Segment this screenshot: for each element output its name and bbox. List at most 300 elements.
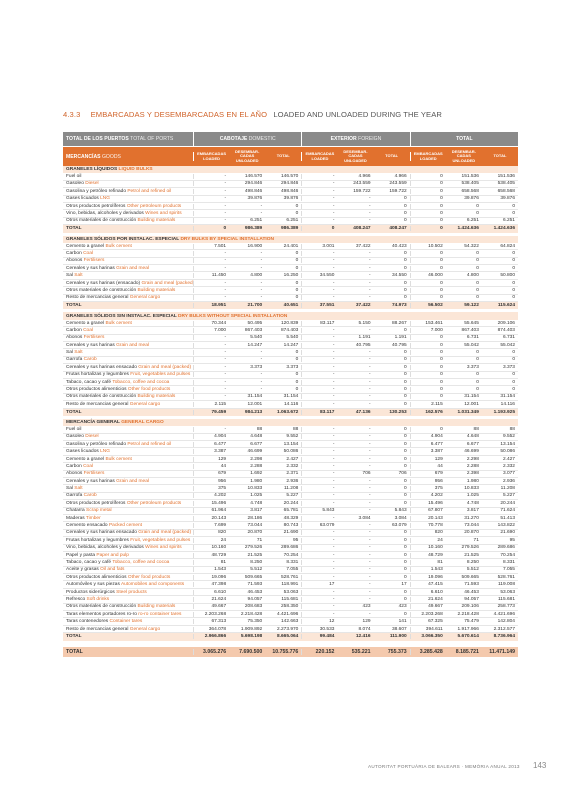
cell-value: 1.980 [250, 478, 263, 484]
cell-value: - [260, 280, 263, 286]
cell-value: - [301, 575, 337, 580]
cell-value: 0 [295, 387, 299, 393]
table-row [63, 335, 518, 342]
table-row [63, 218, 518, 225]
table-row [63, 515, 518, 522]
cell-value: 31.154 [283, 394, 299, 400]
cell-value: 1.191 [394, 335, 407, 341]
row-label-es: Garrofa [66, 493, 83, 499]
row-label-es: Chatarra [66, 508, 85, 514]
cell-value: 11.208 [284, 486, 299, 492]
cell-value: 0 [512, 287, 515, 293]
row-label-en: Wines and spirits [145, 211, 182, 217]
cell-value: 88 [292, 426, 299, 432]
cell-value: - [368, 589, 371, 595]
cell-value: 0 [295, 280, 299, 286]
row-label-en: Tobacco, coffee and cocoa [112, 379, 170, 385]
row-label-es: Otros productos petrolíferos [66, 203, 126, 209]
row-label-es: Vino, bebidas, alcoholes y derivados [66, 545, 144, 551]
row-label-es: Cemento a granel [66, 243, 105, 249]
row-label-es: Gasolina y petróleo refinado [66, 188, 126, 194]
cell-value: 2.203.268 [193, 612, 229, 617]
section-total-row [63, 633, 518, 640]
cell-value: 528.761 [280, 574, 299, 580]
cell-value: - [368, 463, 371, 469]
cell-value: - [193, 174, 229, 179]
cell-value: 0 [295, 287, 299, 293]
row-label-en: Diesel [85, 434, 99, 440]
cell-value: 1.917.966 [457, 626, 479, 632]
row-label-es: Abonos [66, 258, 83, 264]
cell-value: 5.843 [394, 508, 407, 514]
table-row [63, 265, 518, 272]
row-label [63, 471, 193, 476]
cell-value: - [301, 204, 337, 209]
cell-value: - [368, 265, 371, 271]
cell-value: - [193, 189, 229, 194]
cell-value: - [368, 258, 371, 264]
cell-value: 0 [410, 288, 446, 293]
cell-value: - [368, 493, 371, 499]
row-label [63, 394, 193, 399]
cell-value: 706 [362, 471, 371, 477]
cell-value: 4.421.696 [493, 611, 515, 617]
row-label [63, 295, 193, 300]
table-row [63, 372, 518, 379]
cell-value: 8.665.064 [276, 634, 299, 640]
row-label-es: Fuel oil [66, 174, 82, 180]
header-goods: MERCANCÍAS GOODS [66, 153, 121, 160]
cell-value: 39.876 [247, 196, 263, 202]
cell-value: 17 [301, 582, 337, 587]
cell-value: - [368, 196, 371, 202]
cell-value: 528.761 [497, 574, 515, 580]
row-label-es: Garrofa [66, 357, 83, 363]
cell-value: 141 [398, 619, 407, 625]
table-row [63, 181, 518, 188]
subheader-col: EMBARCADAS LOADED [410, 152, 446, 161]
row-label-en: Automobiles and components [120, 582, 185, 588]
cell-value: 21.690 [500, 530, 515, 536]
cell-value: 4.800 [250, 273, 263, 279]
cell-value: 20.143 [410, 516, 446, 521]
cell-value: 0 [295, 372, 299, 378]
cell-value: 20.244 [500, 500, 515, 506]
table-row [63, 196, 518, 203]
row-label-en: Paper and pulp [96, 552, 129, 558]
row-label-es: Carbon [66, 250, 82, 256]
section-label-es: GRANELES SÓLIDOS POR INSTALAC. ESPECIAL [66, 236, 180, 242]
cell-value: 63.079 [391, 523, 407, 529]
row-label-es: Aceite y grasas [66, 567, 99, 573]
section-label-es: GRANELES SÓLIDOS SIN INSTALAC. ESPECIAL [66, 313, 177, 319]
row-label-en: Fertilisers [83, 335, 105, 341]
cell-value: 59.122 [464, 303, 479, 309]
section-number: 4.3.3 [63, 110, 81, 119]
cell-value: 5.670.614 [457, 634, 479, 640]
cell-value: 3.065.276 [193, 649, 229, 655]
cell-value: 0 [410, 357, 446, 362]
cell-value: 0 [403, 350, 407, 356]
cell-value: 30.533 [301, 627, 337, 632]
cell-value: 12 [301, 619, 337, 624]
cell-value: - [301, 365, 337, 370]
table-row [63, 386, 518, 393]
table-row [63, 500, 518, 507]
cell-value: 115.681 [281, 596, 299, 602]
subheader-col: DESEMBAR-CADAS UNLOADED [343, 148, 368, 163]
cell-value: 20.143 [193, 516, 229, 521]
cell-value: 50.086 [283, 449, 299, 455]
row-label-es: Otros productos alimenticios [66, 574, 127, 580]
cell-value: 7.699 [193, 523, 229, 528]
cell-value: - [301, 350, 337, 355]
row-label [63, 553, 193, 558]
row-label-en: Grain and meal (packed) [138, 530, 192, 536]
cell-value: 0 [403, 545, 407, 551]
table-row [63, 173, 518, 180]
cell-value: - [368, 372, 371, 378]
table-row [63, 581, 518, 588]
row-label-en: General cargo [129, 401, 161, 407]
cell-value: - [301, 434, 337, 439]
table-row [63, 320, 518, 327]
cell-value: 71.593 [247, 582, 263, 588]
row-label-es: Cereales y sus harinas [66, 342, 115, 348]
cell-value: 0 [476, 203, 479, 209]
cell-value: 755.373 [387, 648, 407, 655]
cell-value: 6.251 [250, 218, 263, 224]
cell-value: 7.690.500 [239, 648, 263, 655]
row-label-es: Otros materiales de construcción [66, 394, 137, 400]
cell-value: 46.000 [410, 273, 446, 278]
row-label-es: Gasoleo [66, 181, 84, 187]
cell-value: 3.817 [250, 508, 263, 514]
row-label-es: Resto de mercancias general [66, 295, 129, 301]
cell-value: 31.154 [500, 394, 515, 400]
cell-value: 14.247 [283, 342, 299, 348]
cell-value: 408.247 [353, 226, 371, 232]
table-row [63, 364, 518, 371]
cell-value: 34.550 [391, 273, 407, 279]
cell-value: 4.421.696 [276, 611, 299, 617]
cell-value: 11.471.149 [489, 648, 515, 655]
row-label-es: Frutas hortalizas y legumbres [66, 537, 129, 543]
row-label-es: Sal [66, 486, 73, 492]
row-label [63, 266, 193, 271]
cell-value: 130.253 [389, 409, 407, 415]
cell-value: 394.611 [410, 627, 446, 632]
cell-value: 0 [512, 387, 515, 393]
cell-value: - [301, 479, 337, 484]
cell-value: 159.722 [353, 188, 371, 194]
cell-value: - [301, 560, 337, 565]
cell-value: 129 [410, 457, 446, 462]
cell-value: 14.247 [247, 342, 263, 348]
cell-value: - [368, 486, 371, 492]
row-label-en: Container tares [109, 619, 143, 625]
row-label [63, 538, 193, 543]
cell-value: 12.416 [355, 634, 371, 640]
table-row [63, 478, 518, 485]
cell-value: - [301, 604, 337, 609]
cell-value: 10.160 [410, 545, 446, 550]
cell-value: - [301, 597, 337, 602]
cell-value: 0 [403, 434, 407, 440]
cell-value: - [301, 380, 337, 385]
cell-value: 0 [410, 174, 446, 179]
cell-value: 4.648 [250, 434, 263, 440]
row-label [63, 365, 193, 370]
row-label [63, 597, 193, 602]
row-label-en: Coal [83, 250, 93, 256]
cell-value: 243.559 [389, 181, 407, 187]
cell-value: 3.084 [358, 515, 371, 521]
table-row [63, 272, 518, 279]
row-label [63, 604, 193, 609]
cell-value: 0 [403, 530, 407, 536]
cell-value: 2.966.866 [193, 634, 229, 639]
cell-value: 0 [295, 357, 299, 363]
cell-value: 3.285.428 [410, 649, 446, 655]
cell-value: 3.387 [193, 449, 229, 454]
row-label [63, 427, 193, 432]
cell-value: 0 [403, 486, 407, 492]
cell-value: 0 [403, 596, 407, 602]
cell-value: 0 [410, 266, 446, 271]
cell-value: 46.699 [464, 449, 479, 455]
cell-value: 70.254 [283, 552, 299, 558]
row-label-es: Frutas hortalizas y legumbres [66, 372, 129, 378]
cell-value: 0 [512, 379, 515, 385]
header-exterior: EXTERIOR FOREIGN [301, 132, 409, 146]
cell-value: 65.781 [283, 508, 299, 514]
row-label-es: Cemento ensacado [66, 523, 108, 529]
cell-value: 55.645 [464, 320, 479, 326]
cell-value: 10.833 [464, 486, 479, 492]
cell-value: 375 [193, 486, 229, 491]
row-label-es: Sal [66, 273, 73, 279]
row-label-es: Carbon [66, 463, 82, 469]
cell-value: 679 [193, 471, 229, 476]
cell-value: 70.254 [500, 552, 515, 558]
cell-value: - [301, 493, 337, 498]
cell-value: 11.450 [193, 273, 229, 278]
row-label-es: Carbon [66, 327, 82, 333]
cell-value: 75.479 [464, 619, 479, 625]
cell-value: - [368, 545, 371, 551]
cell-value: 73.044 [247, 523, 263, 529]
cell-value: - [301, 288, 337, 293]
cell-value: 0 [410, 394, 446, 399]
cell-value: 658.568 [461, 188, 479, 194]
cell-value: 34.550 [301, 273, 337, 278]
cell-value: 48.329 [283, 515, 299, 521]
total-label: TOTAL [66, 226, 82, 232]
subheader-col: TOTAL [493, 153, 507, 159]
table-row [63, 295, 518, 302]
cell-value: 8.331 [502, 560, 515, 565]
cell-value: 0 [403, 258, 407, 264]
cell-value: 1.191 [358, 335, 371, 341]
cell-value: - [301, 442, 337, 447]
table-row [63, 493, 518, 500]
table-row [63, 559, 518, 566]
cell-value: 289.686 [497, 545, 515, 551]
cell-value: - [193, 335, 229, 340]
table-row [63, 426, 518, 433]
cell-value: 118.991 [281, 582, 299, 588]
row-label-es: Productos siderúrgicos [66, 589, 115, 595]
cell-value: 19.096 [193, 575, 229, 580]
row-label-es: Cereales y sus harinas (ensacado) [66, 280, 141, 286]
cell-value: 0 [410, 189, 446, 194]
row-label-en: Grain and meal [116, 265, 149, 271]
cell-value: 37.422 [355, 243, 371, 249]
cell-value: 1.424.636 [457, 226, 479, 232]
cell-value: 0 [403, 449, 407, 455]
row-label-en: Fertilisers [83, 471, 105, 477]
cell-value: 0 [410, 387, 446, 392]
cell-value: 6.677 [250, 441, 263, 447]
cell-value: 75.350 [247, 619, 263, 625]
cell-value: 18.951 [193, 303, 229, 308]
cell-value: 2.398 [466, 471, 479, 477]
section-label-en: LIQUID BULKS [118, 167, 153, 173]
cell-value: 81 [193, 560, 229, 565]
cell-value: 4.800 [466, 273, 479, 279]
cell-value: 8.736.964 [493, 634, 515, 640]
cell-value: 0 [403, 387, 407, 393]
section-header [63, 419, 518, 426]
cell-value: 16.900 [247, 243, 263, 249]
cell-value: - [301, 218, 337, 223]
cell-value: - [193, 372, 229, 377]
cell-value: 48.729 [193, 553, 229, 558]
cell-value: 0 [476, 250, 479, 256]
cell-value: 40.795 [355, 342, 371, 348]
row-label-en: Fruit, vegetables and pulses [130, 537, 191, 543]
cell-value: 56.502 [410, 303, 446, 308]
cell-value: - [368, 218, 371, 224]
cell-value: 31.154 [464, 394, 479, 400]
cell-value: 956 [193, 479, 229, 484]
cell-value: - [193, 288, 229, 293]
cell-value: 0 [403, 463, 407, 469]
cell-value: - [301, 251, 337, 256]
cell-value: 498.846 [244, 188, 263, 194]
cell-value: - [368, 394, 371, 400]
row-label-en: General cargo [129, 626, 161, 632]
cell-value: 874.403 [497, 327, 515, 333]
row-label-es: Cereales y sus harinas [66, 478, 115, 484]
cell-value: 6.731 [502, 335, 515, 341]
cell-value: 15.496 [193, 501, 229, 506]
row-label-es: Cereales y sus harinas ensacado [66, 530, 137, 536]
row-label [63, 273, 193, 278]
cell-value: 40.651 [283, 303, 299, 309]
cell-value: 2.218.428 [457, 611, 479, 617]
cell-value: - [260, 350, 263, 356]
row-label-en: Building materials [137, 218, 176, 224]
cell-value: - [368, 434, 371, 440]
cell-value: 0 [410, 204, 446, 209]
cell-value: 2.312.577 [493, 626, 515, 632]
cell-value: - [260, 258, 263, 264]
cell-value: 88 [509, 426, 515, 432]
cell-value: 5.540 [286, 335, 299, 341]
section-total-row [63, 409, 518, 416]
cell-value: - [193, 281, 229, 286]
cell-value: 6.677 [466, 441, 479, 447]
cell-value: - [193, 357, 229, 362]
table-row [63, 574, 518, 581]
section-label-en: DRY BULKS BY SPECIAL INSTALLATION [180, 236, 274, 242]
cell-value: 0 [403, 327, 407, 333]
cell-value: 6.610 [193, 590, 229, 595]
cargo-table [63, 132, 518, 657]
row-label-en: Other food products [127, 574, 171, 580]
cell-value: 0 [403, 401, 407, 407]
cell-value: 5.512 [466, 567, 479, 573]
cell-value: 2.427 [502, 456, 515, 462]
cell-value: 40.795 [391, 342, 407, 348]
header-total-ports: TOTAL DE LOS PUERTOS TOTAL OF PORTS [66, 136, 174, 142]
row-label [63, 174, 193, 179]
cell-value: 2.332 [286, 463, 299, 469]
cell-value: 80.743 [283, 523, 299, 529]
cell-value: 2.427 [286, 456, 299, 462]
row-label [63, 218, 193, 223]
row-label-es: Maderas [66, 515, 85, 521]
row-label-es: Refresco [66, 596, 86, 602]
cell-value: - [301, 258, 337, 263]
cell-value: 679 [410, 471, 446, 476]
cell-value: 8.185.721 [455, 648, 479, 655]
row-label-en: ro-ro container tares [138, 611, 182, 617]
cell-value: 209.106 [497, 320, 515, 326]
row-label [63, 560, 193, 565]
cell-value: 209.106 [461, 604, 479, 610]
cell-value: 0 [476, 387, 479, 393]
table-row [63, 463, 518, 470]
cell-value: 12.001 [464, 401, 479, 407]
footer-text: AUTORITAT PORTUÀRIA DE BALEARS · MEMÒRIA ANUAL 2013 [368, 764, 520, 769]
cell-value: 0 [403, 394, 407, 400]
row-label-es: Gases licuados [66, 449, 99, 455]
cell-value: 0 [403, 265, 407, 271]
row-label-es: Resto de mercancias general [66, 626, 129, 632]
cell-value: - [301, 343, 337, 348]
row-label-en: Wines and spirits [145, 545, 182, 551]
cell-value: - [260, 387, 263, 393]
cell-value: 364.078 [193, 627, 229, 632]
cell-value: 1.025 [466, 493, 479, 499]
cell-value: 6.251 [286, 218, 299, 224]
row-label [63, 251, 193, 256]
cell-value: 0 [403, 295, 407, 301]
row-label-en: Building materials [137, 287, 176, 293]
row-label-es: Sal [66, 350, 73, 356]
cell-value: 64.824 [500, 243, 515, 249]
section-label [63, 313, 288, 319]
cell-value: 14.116 [284, 401, 299, 407]
table-row [63, 567, 518, 574]
section-label-en: GENERAL CARGO [121, 420, 164, 426]
cell-value: 5.843 [301, 508, 337, 513]
cell-value: 0 [403, 203, 407, 209]
cell-value: 55.042 [464, 342, 479, 348]
